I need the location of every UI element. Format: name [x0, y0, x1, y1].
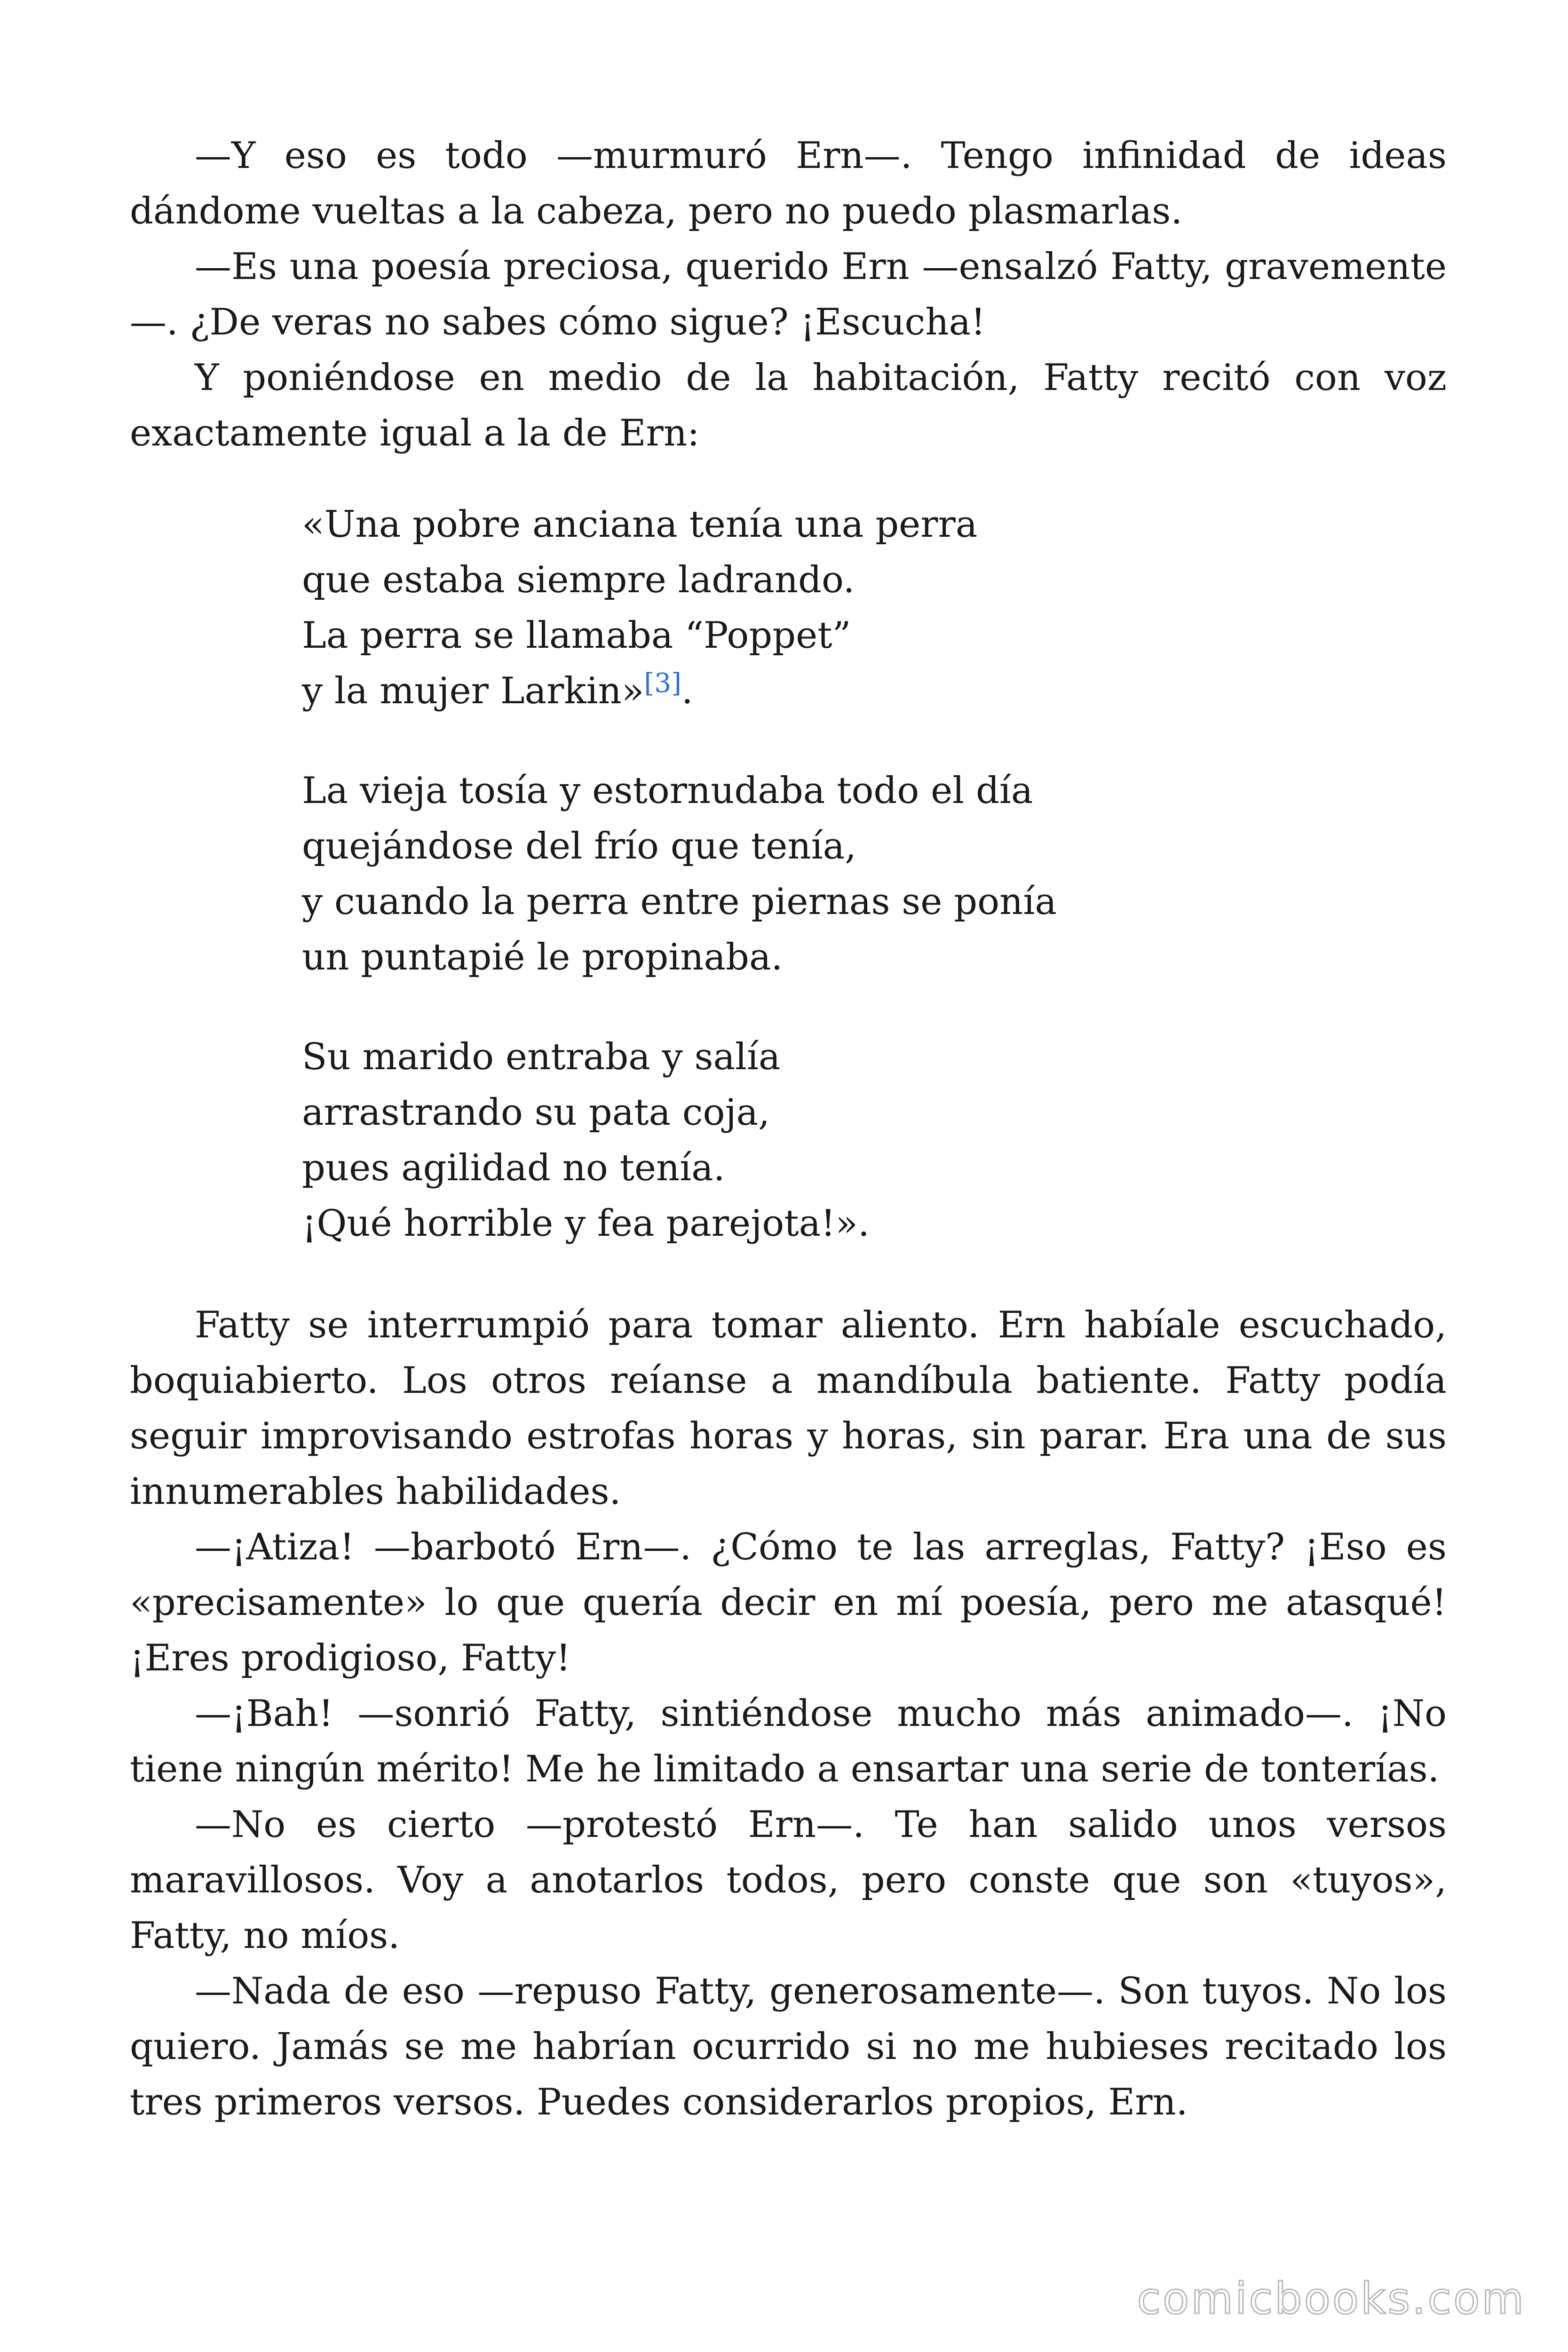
poem-line	[302, 663, 1447, 719]
paragraph: —No es cierto —protestó Ern—. Te han salido unos versos maravillosos. Voy a anotarlos todos, pero conste que son «tuyos», Fatty, no míos.	[130, 1804, 1447, 1957]
poem-line: La vieja tosía y estornudaba todo el día	[302, 770, 1033, 812]
poem-line: «Una pobre anciana tenía una perra	[302, 503, 978, 546]
poem-line: quejándose del frío que tenía,	[302, 825, 856, 867]
footnote-link[interactable]: [3]	[644, 668, 681, 699]
poem-line: un puntapié le propinaba.	[302, 936, 783, 978]
poem-line: pues agilidad no tenía.	[302, 1147, 725, 1189]
watermark: comicbooks.com	[1137, 2273, 1526, 2324]
poem-line: La perra se llamaba “Poppet”	[302, 614, 851, 657]
poem-line: ¡Qué horrible y fea parejota!».	[302, 1202, 870, 1245]
poem	[130, 497, 1447, 1251]
paragraph: —Nada de eso —repuso Fatty, generosamente—. Son tuyos. No los quiero. Jamás se me habrían ocurrido si no me hubieses recitado los tres primeros versos. Puedes considerarlos propios, Ern.	[130, 1970, 1447, 2123]
poem-line: que estaba siempre ladrando.	[302, 559, 855, 601]
page-text	[130, 128, 1447, 2130]
poem-line: Su marido entraba y salía	[302, 1036, 781, 1078]
poem-stanza-2	[302, 763, 1447, 985]
poem-stanza-1	[302, 497, 1447, 719]
paragraph: Fatty se interrumpió para tomar aliento. Ern habíale escuchado, boquiabierto. Los otros reíanse a mandíbula batiente. Fatty podía seguir improvisando estrofas horas y horas, sin parar. Era una de sus innumerables habilidades.	[130, 1304, 1447, 1513]
poem-stanza-3	[302, 1029, 1447, 1251]
paragraph: Y poniéndose en medio de la habitación, Fatty recitó con voz exactamente igual a la de Ern:	[130, 357, 1447, 454]
paragraph: —Y eso es todo —murmuró Ern—. Tengo infinidad de ideas dándome vueltas a la cabeza, pero no puedo plasmarlas.	[130, 135, 1447, 232]
poem-line: y cuando la perra entre piernas se ponía	[302, 881, 1057, 923]
poem-line: arrastrando su pata coja,	[302, 1091, 770, 1134]
poem-line-text: y la mujer Larkin»	[302, 670, 644, 712]
poem-line-end: .	[681, 670, 693, 712]
paragraph: —Es una poesía preciosa, querido Ern —ensalzó Fatty, gravemente—. ¿De veras no sabes cómo sigue? ¡Escucha!	[130, 246, 1447, 343]
paragraph: —¡Bah! —sonrió Fatty, sintiéndose mucho más animado—. ¡No tiene ningún mérito! Me he limitado a ensartar una serie de tonterías.	[130, 1692, 1447, 1790]
paragraph: —¡Atiza! —barbotó Ern—. ¿Cómo te las arreglas, Fatty? ¡Eso es «precisamente» lo que quería decir en mí poesía, pero me atasqué! ¡Eres prodigioso, Fatty!	[130, 1526, 1447, 1679]
